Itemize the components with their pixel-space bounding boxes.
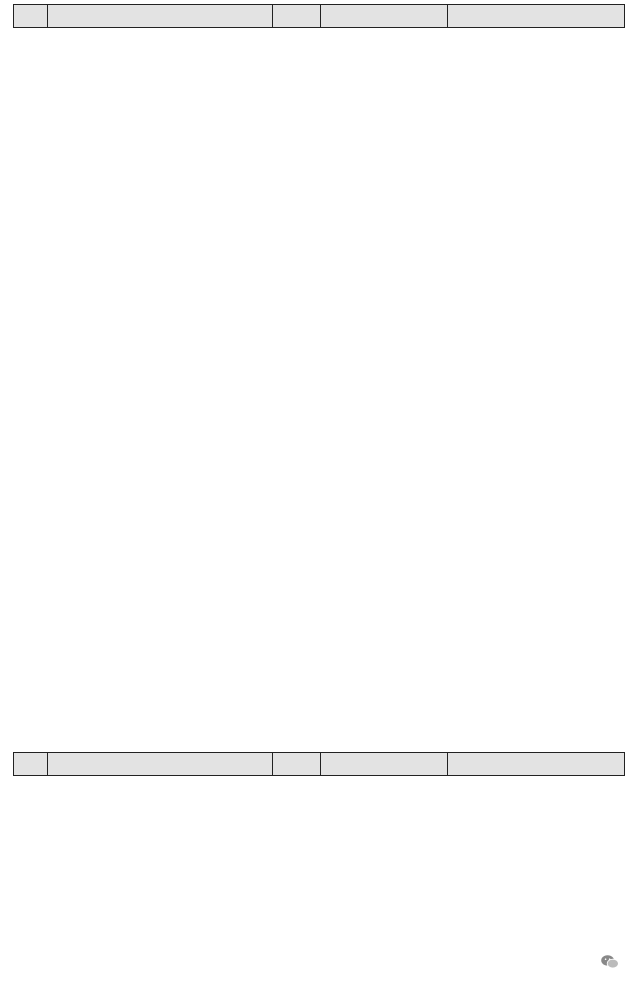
wechat-icon	[600, 954, 620, 970]
evaluation-table-upper	[13, 4, 625, 28]
col-header-method	[321, 753, 448, 776]
watermark	[598, 954, 626, 970]
col-header-no	[14, 5, 48, 28]
col-header-method	[321, 5, 448, 28]
col-header-score	[273, 753, 321, 776]
table-header-row	[14, 753, 625, 776]
table-header-row	[14, 5, 625, 28]
col-header-basis	[448, 753, 625, 776]
col-header-basis	[448, 5, 625, 28]
col-header-no	[14, 753, 48, 776]
section-heading	[13, 673, 25, 688]
col-header-score	[273, 5, 321, 28]
evaluation-table-15	[13, 752, 625, 776]
col-header-item	[48, 753, 273, 776]
col-header-item	[48, 5, 273, 28]
